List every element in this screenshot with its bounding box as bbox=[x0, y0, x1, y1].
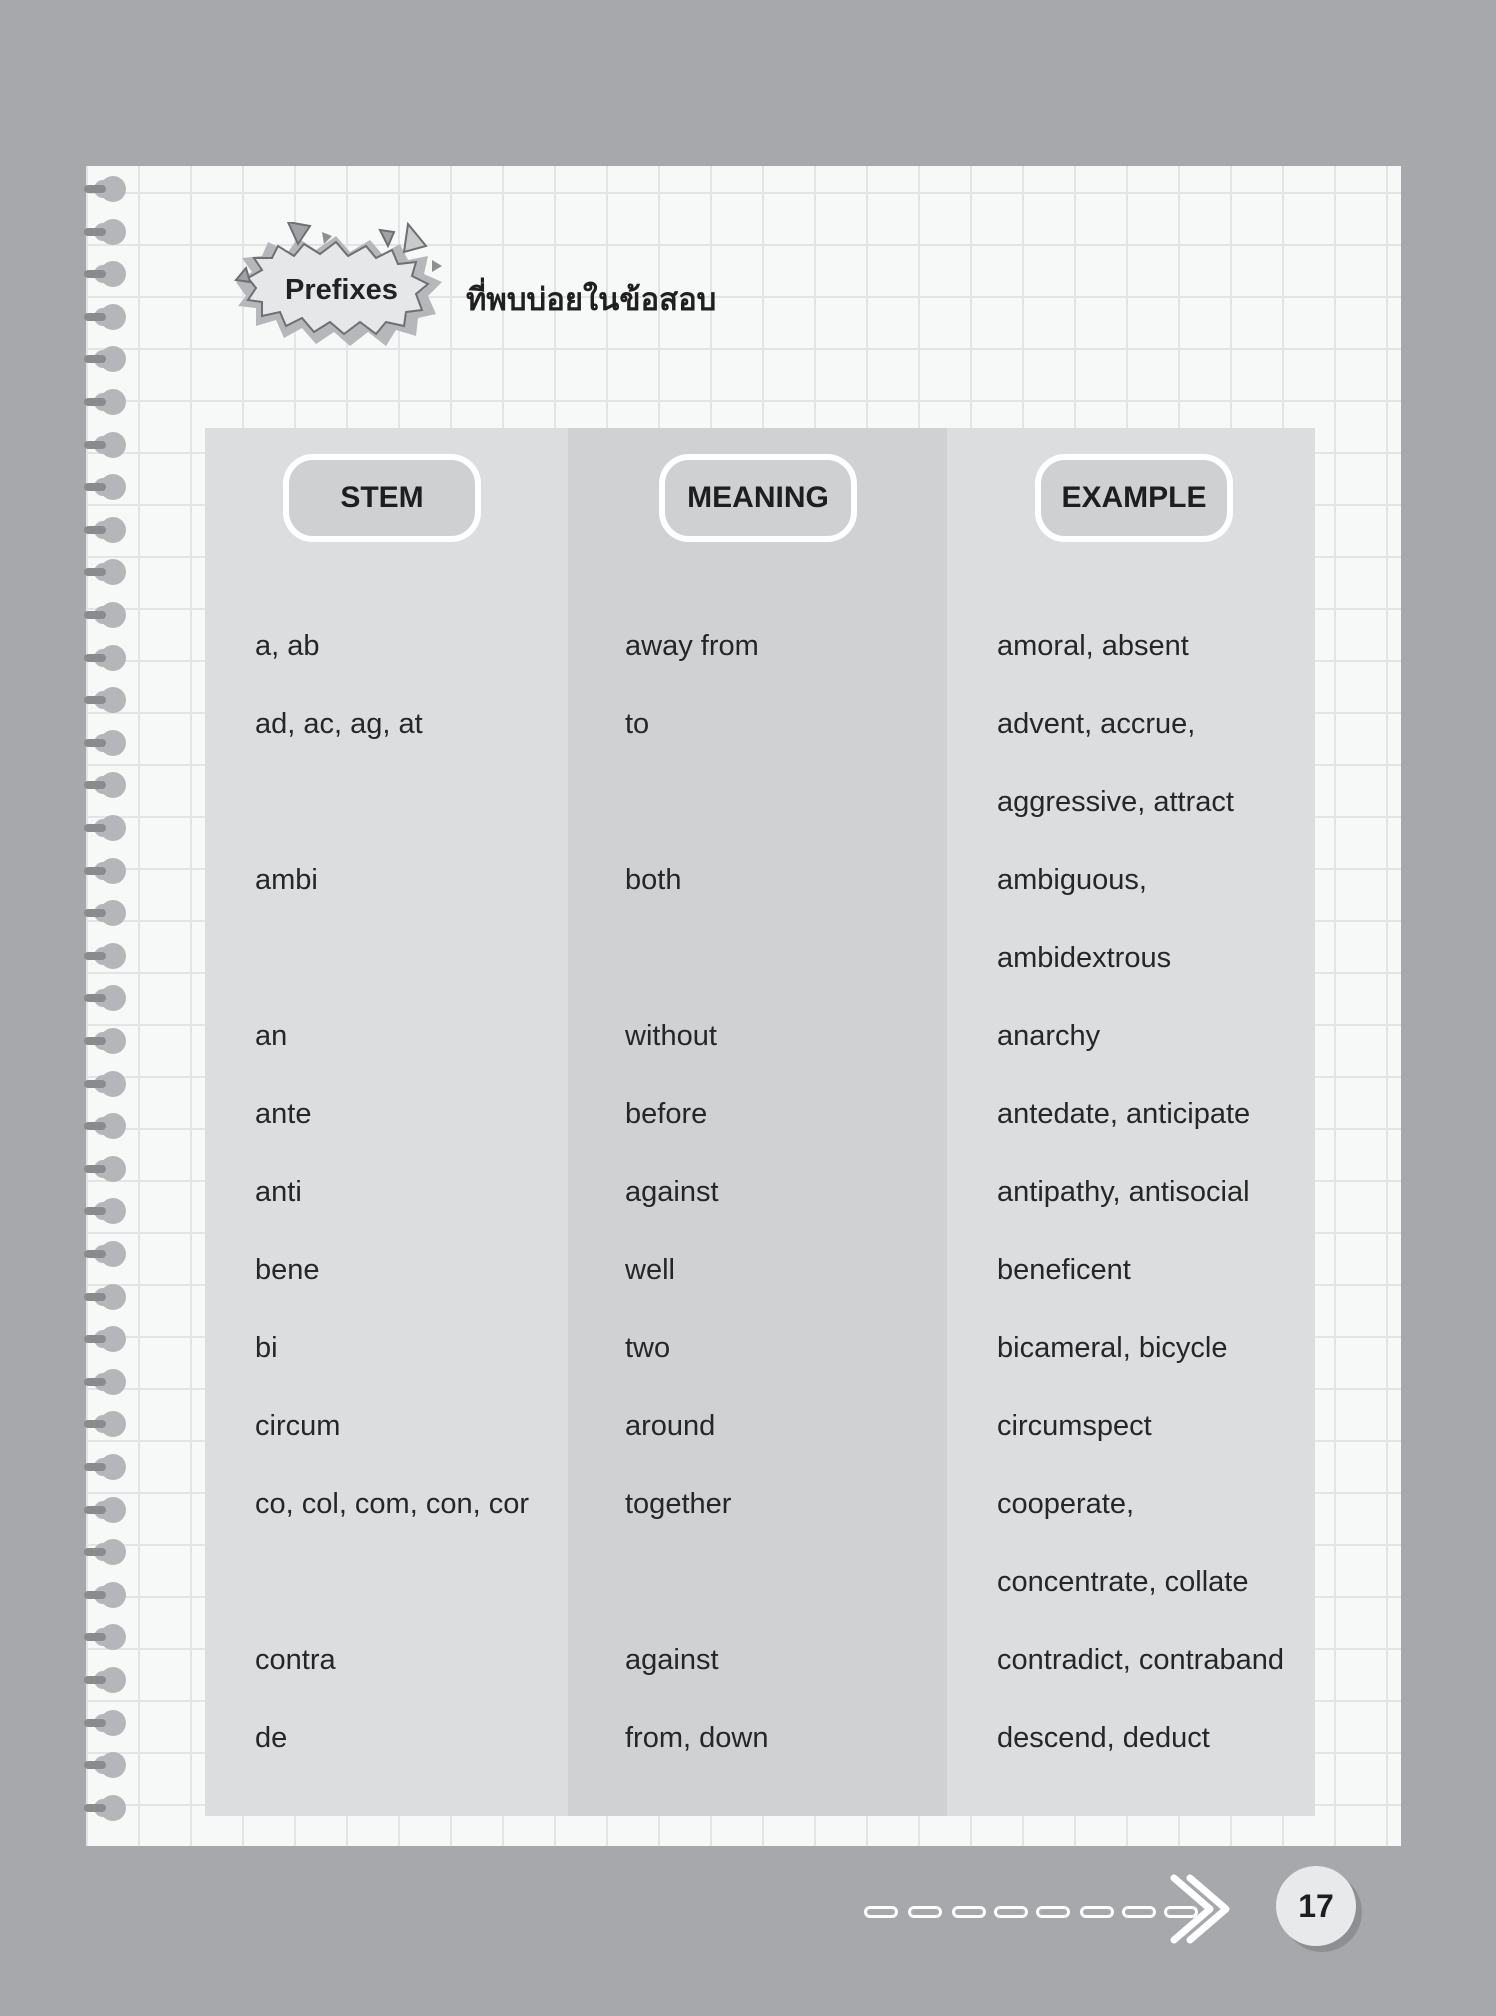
spiral-ring bbox=[100, 1241, 126, 1267]
spiral-ring bbox=[100, 1539, 126, 1565]
spiral-ring bbox=[100, 219, 126, 245]
spiral-ring bbox=[100, 1582, 126, 1608]
stem-cell: an bbox=[255, 1020, 288, 1052]
spiral-ring bbox=[100, 772, 126, 798]
spiral-ring bbox=[100, 474, 126, 500]
spiral-ring bbox=[100, 1454, 126, 1480]
meaning-cell: without bbox=[625, 1020, 717, 1052]
spiral-ring bbox=[100, 1411, 126, 1437]
trail-dash bbox=[952, 1906, 986, 1918]
spiral-ring bbox=[100, 304, 126, 330]
spiral-ring bbox=[100, 1113, 126, 1139]
stem-cell: ad, ac, ag, at bbox=[255, 708, 423, 740]
spiral-ring bbox=[100, 730, 126, 756]
example-cell: aggressive, attract bbox=[997, 786, 1234, 818]
spiral-binding bbox=[86, 166, 136, 1846]
page-number: 17 bbox=[1276, 1866, 1356, 1946]
meaning-cell: against bbox=[625, 1176, 719, 1208]
stem-cell: de bbox=[255, 1722, 288, 1754]
spiral-ring bbox=[100, 176, 126, 202]
spiral-ring bbox=[100, 858, 126, 884]
meaning-cell: around bbox=[625, 1410, 716, 1442]
meaning-cell: together bbox=[625, 1488, 732, 1520]
stem-cell: bene bbox=[255, 1254, 320, 1286]
spiral-ring bbox=[100, 985, 126, 1011]
spiral-ring bbox=[100, 1795, 126, 1821]
stem-cell: ante bbox=[255, 1098, 312, 1130]
meaning-cell: against bbox=[625, 1644, 719, 1676]
trail-dash bbox=[1122, 1906, 1156, 1918]
spiral-ring bbox=[100, 1710, 126, 1736]
spiral-ring bbox=[100, 1071, 126, 1097]
example-cell: ambiguous, bbox=[997, 864, 1147, 896]
stem-cell: contra bbox=[255, 1644, 336, 1676]
example-cell: cooperate, bbox=[997, 1488, 1135, 1520]
spiral-ring bbox=[100, 645, 126, 671]
meaning-cell: both bbox=[625, 864, 682, 896]
double-chevron-right-icon bbox=[1170, 1872, 1232, 1946]
prefix-table bbox=[205, 428, 1315, 1816]
spiral-ring bbox=[100, 900, 126, 926]
spiral-ring bbox=[100, 687, 126, 713]
example-cell: concentrate, collate bbox=[997, 1566, 1249, 1598]
example-cell: amoral, absent bbox=[997, 630, 1189, 662]
example-cell: ambidextrous bbox=[997, 942, 1172, 974]
example-header: EXAMPLE bbox=[1035, 454, 1233, 542]
meaning-header: MEANING bbox=[659, 454, 857, 542]
spiral-ring bbox=[100, 1156, 126, 1182]
page-subtitle: ที่พบบ่อยในข้อสอบ bbox=[466, 282, 717, 318]
spiral-ring bbox=[100, 389, 126, 415]
meaning-cell: before bbox=[625, 1098, 708, 1130]
stem-cell: bi bbox=[255, 1332, 278, 1364]
spiral-ring bbox=[100, 261, 126, 287]
trail-dash bbox=[864, 1906, 898, 1918]
spiral-ring bbox=[100, 1752, 126, 1778]
spiral-ring bbox=[100, 943, 126, 969]
trail-dash bbox=[908, 1906, 942, 1918]
meaning-cell: well bbox=[625, 1254, 675, 1286]
example-cell: antipathy, antisocial bbox=[997, 1176, 1250, 1208]
example-cell: antedate, anticipate bbox=[997, 1098, 1251, 1130]
spiral-ring bbox=[100, 559, 126, 585]
example-cell: descend, deduct bbox=[997, 1722, 1210, 1754]
spiral-ring bbox=[100, 1326, 126, 1352]
example-cell: bicameral, bicycle bbox=[997, 1332, 1228, 1364]
example-cell: circumspect bbox=[997, 1410, 1152, 1442]
stem-header: STEM bbox=[283, 454, 481, 542]
spiral-ring bbox=[100, 1198, 126, 1224]
spiral-ring bbox=[100, 815, 126, 841]
trail-dash bbox=[1080, 1906, 1114, 1918]
spiral-ring bbox=[100, 1497, 126, 1523]
meaning-cell: to bbox=[625, 708, 650, 740]
stem-cell: circum bbox=[255, 1410, 341, 1442]
meaning-cell: from, down bbox=[625, 1722, 769, 1754]
spiral-ring bbox=[100, 1667, 126, 1693]
section-badge-label: Prefixes bbox=[285, 274, 398, 306]
spiral-ring bbox=[100, 1624, 126, 1650]
spiral-ring bbox=[100, 346, 126, 372]
example-cell: beneficent bbox=[997, 1254, 1131, 1286]
spiral-ring bbox=[100, 602, 126, 628]
example-cell: contradict, contraband bbox=[997, 1644, 1284, 1676]
stem-cell: ambi bbox=[255, 864, 318, 896]
spiral-ring bbox=[100, 432, 126, 458]
example-cell: anarchy bbox=[997, 1020, 1101, 1052]
example-cell: advent, accrue, bbox=[997, 708, 1196, 740]
spiral-ring bbox=[100, 1028, 126, 1054]
trail-dash bbox=[1036, 1906, 1070, 1918]
spiral-ring bbox=[100, 1369, 126, 1395]
meaning-cell: two bbox=[625, 1332, 671, 1364]
spiral-ring bbox=[100, 1284, 126, 1310]
stem-cell: anti bbox=[255, 1176, 302, 1208]
stem-cell: co, col, com, con, cor bbox=[255, 1488, 529, 1520]
spiral-ring bbox=[100, 517, 126, 543]
trail-dash bbox=[994, 1906, 1028, 1918]
meaning-cell: away from bbox=[625, 630, 759, 662]
stem-cell: a, ab bbox=[255, 630, 320, 662]
